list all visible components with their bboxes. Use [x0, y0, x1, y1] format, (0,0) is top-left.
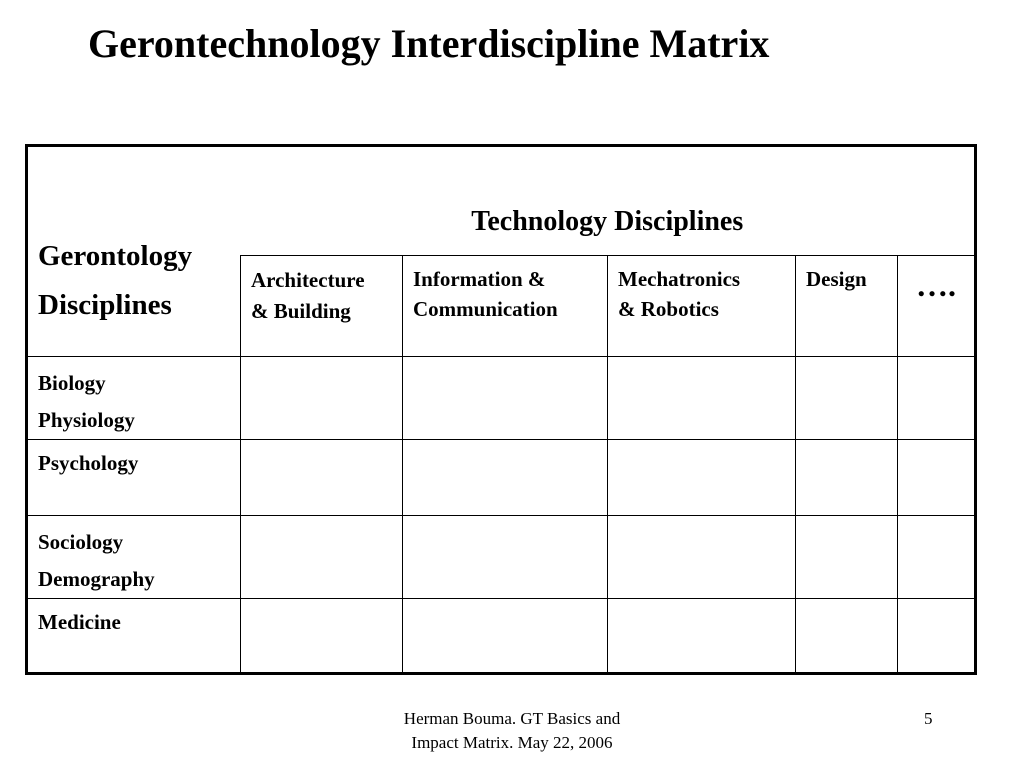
slide-title: Gerontechnology Interdiscipline Matrix — [88, 21, 770, 66]
column-header-line: Mechatronics — [618, 267, 741, 291]
column-header-design — [796, 256, 898, 357]
row-header-line: Physiology — [38, 408, 135, 432]
matrix-cell — [403, 516, 608, 599]
column-header-line: …. — [916, 267, 956, 303]
matrix-cell — [608, 440, 796, 516]
column-header-architecture — [241, 256, 403, 357]
matrix-cell — [403, 599, 608, 674]
footer-citation — [340, 707, 684, 755]
column-header-line: & Building — [251, 299, 351, 323]
technology-disciplines-header: Technology Disciplines — [241, 146, 976, 256]
matrix-cell — [796, 599, 898, 674]
interdiscipline-matrix — [25, 144, 977, 675]
table-row — [27, 516, 976, 599]
matrix-cell — [796, 516, 898, 599]
matrix-cell — [796, 440, 898, 516]
row-header-line: Psychology — [38, 451, 139, 475]
matrix-cell — [241, 516, 403, 599]
table-row — [27, 599, 976, 674]
matrix-cell — [898, 440, 976, 516]
matrix-cell — [241, 357, 403, 440]
column-header-information — [403, 256, 608, 357]
gerontology-header-line: Disciplines — [38, 288, 172, 321]
column-header-line: Architecture — [251, 268, 365, 292]
matrix-cell — [241, 599, 403, 674]
gerontology-disciplines-header — [27, 239, 241, 357]
row-header-line: Demography — [38, 567, 155, 591]
matrix-cell — [608, 357, 796, 440]
row-header-psychology — [27, 440, 241, 516]
row-header-biology — [27, 357, 241, 440]
page-number: 5 — [924, 709, 933, 728]
header-row-columns — [27, 256, 976, 357]
footer-line: Herman Bouma. GT Basics and — [403, 709, 621, 728]
matrix-cell — [403, 440, 608, 516]
matrix-cell — [403, 357, 608, 440]
table-row — [27, 357, 976, 440]
matrix-cell — [608, 516, 796, 599]
column-header-line: & Robotics — [618, 297, 719, 321]
row-header-line: Medicine — [38, 610, 121, 634]
matrix-cell — [898, 516, 976, 599]
column-header-more — [898, 256, 976, 357]
row-header-line: Biology — [38, 371, 106, 395]
column-header-mechatronics — [608, 256, 796, 357]
column-header-line: Communication — [413, 297, 558, 321]
matrix-cell — [898, 599, 976, 674]
footer-line: Impact Matrix. May 22, 2006 — [411, 733, 613, 752]
column-header-line: Information & — [413, 267, 546, 291]
row-header-sociology — [27, 516, 241, 599]
gerontology-header-line: Gerontology — [38, 239, 193, 272]
row-header-line: Sociology — [38, 530, 124, 554]
matrix-cell — [241, 440, 403, 516]
matrix-cell — [898, 357, 976, 440]
table-row — [27, 440, 976, 516]
column-header-line: Design — [806, 267, 867, 291]
row-header-medicine — [27, 599, 241, 674]
matrix-cell — [796, 357, 898, 440]
matrix-cell — [608, 599, 796, 674]
